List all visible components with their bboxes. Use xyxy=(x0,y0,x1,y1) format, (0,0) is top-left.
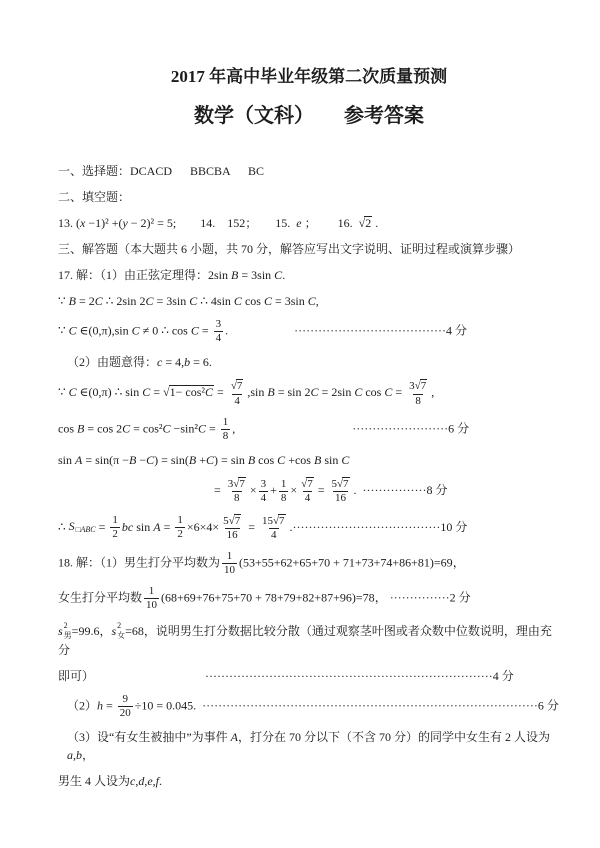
math-run: = xyxy=(245,519,258,534)
q18-part1-end-line xyxy=(58,667,560,685)
math-run: =68 xyxy=(125,623,144,638)
math-run: (53+55+62+65+70 + 71+73+74+86+81)=69 xyxy=(239,555,453,570)
math-run: a,b xyxy=(67,748,82,762)
q17-part2-sinb-line xyxy=(58,379,560,407)
math-run: × xyxy=(249,483,257,498)
q17-part1-result-line xyxy=(58,318,560,345)
math-run: h = xyxy=(97,698,116,713)
math-run: =99.6 xyxy=(71,623,100,638)
sqrt-radical: √7 xyxy=(233,478,245,491)
q17-part2-area-line xyxy=(58,514,560,542)
math-run: ×6×4× xyxy=(186,519,220,534)
fraction: $\frac{1}{8}$ xyxy=(222,415,229,442)
math-run: c = 4,b = 6. xyxy=(157,355,212,370)
text-run: . xyxy=(159,774,163,788)
fraction: $\frac{1}{10}$ xyxy=(146,585,158,612)
math-run: . xyxy=(353,483,357,498)
fraction: $\frac{1}{8}$ xyxy=(280,477,287,504)
text-run: （2）由题意得： xyxy=(67,355,158,370)
math-run: , xyxy=(431,385,435,400)
q17-part1-intro-line xyxy=(58,266,560,284)
math-run: ∴ xyxy=(58,519,69,534)
math-run: . xyxy=(225,323,229,338)
math-run: (68+69+76+75+70 + 78+79+82+87+96)=78 xyxy=(161,590,375,605)
sqrt-radical: √7 xyxy=(337,478,349,491)
sub-sup-term: S □ABC xyxy=(68,519,96,535)
fraction: $\frac{√7}{4}$ xyxy=(230,380,243,407)
fill-answers-line xyxy=(58,214,560,232)
text-run: . xyxy=(372,216,379,230)
q18-part3-setup-line xyxy=(58,728,560,764)
fraction: $\frac{3√7}{8}$ xyxy=(227,478,245,505)
q18-part1-variance-line xyxy=(58,621,560,659)
q18-part2-line xyxy=(58,693,560,720)
sqrt-radical: √7 xyxy=(228,514,241,527)
sqrt-radical: √7 xyxy=(414,380,427,393)
math-run: ,sin B = sin 2C = 2sin C cos C = xyxy=(247,385,406,400)
math-run: ÷10 = 0.045. xyxy=(134,698,197,713)
text-run: 14. 152； 15. xyxy=(176,216,297,230)
text-run: 17. 解：（1）由正弦定理得： xyxy=(58,268,209,282)
fraction: $\frac{5√7}{16}$ xyxy=(331,478,349,505)
math-run xyxy=(359,216,373,230)
page-title: 2017 年高中毕业年级第二次质量预测 xyxy=(170,67,448,86)
math-run: = xyxy=(317,483,328,498)
math-run: bc sin A = xyxy=(121,519,174,534)
fill-section-label-line xyxy=(58,188,560,206)
q18-part1-girls-mean-line xyxy=(58,585,560,612)
text-run: 13. xyxy=(58,216,76,230)
math-run: 2sin B = 3sin C. xyxy=(208,268,286,282)
text-run: ， xyxy=(452,555,465,570)
text-run: ················8 分 xyxy=(356,483,448,498)
text-run: ， xyxy=(99,623,112,638)
sub-sup-term: s 2 女 xyxy=(111,620,126,640)
choice-answers-line xyxy=(58,162,560,180)
math-run: c,d,e,f xyxy=(130,774,160,788)
math-run: ∵ C ∈(0,π) ∴ sin C = √1− cos²C = xyxy=(58,385,227,400)
text-run: ，打分在 70 分以下（不含 70 分）的同学中女生有 2 人设为 xyxy=(238,730,551,744)
q17-part2-given-line xyxy=(58,353,560,371)
math-run: sin A = sin(π −B −C) = sin(B +C) = sin B cos C +cos B sin C xyxy=(58,453,350,468)
math-run: cos B = cos 2C = cos²C −sin²C = xyxy=(58,421,219,436)
q17-part2-cosb-line xyxy=(58,416,560,443)
math-run: = xyxy=(214,483,224,498)
fraction: $\frac{3}{4}$ xyxy=(260,477,267,504)
fraction: $\frac{1}{10}$ xyxy=(224,549,236,577)
text-run: ········································································4 分 xyxy=(94,668,514,683)
solve-section-header-line xyxy=(58,240,560,258)
math-run: + xyxy=(270,483,277,498)
text-run: 二、填空题： xyxy=(58,190,131,204)
text-run: ； 16. xyxy=(301,216,359,230)
text-run: 女生打分平均数 xyxy=(58,590,143,605)
sqrt-radical: √1− cos²C xyxy=(163,385,214,400)
q17-part2-sina-line xyxy=(58,451,560,469)
text-run: ，说明男生打分数据比较分散（通过观察茎叶图或者众数中位数说明，理由充分 xyxy=(58,623,552,657)
sqrt-radical: √7 xyxy=(301,478,313,491)
sqrt-radical: √7 xyxy=(230,380,243,393)
q18-part1-boys-mean-line xyxy=(58,550,560,577)
math-run: . xyxy=(289,519,293,534)
fraction: $\frac{3√7}{8}$ xyxy=(409,380,427,407)
math-run: A xyxy=(230,730,238,744)
fraction: $\frac{9}{20}$ xyxy=(119,692,131,719)
text-run: 即可） xyxy=(58,668,95,683)
fraction: $\frac{√7}{4}$ xyxy=(301,478,313,505)
text-run: 三、解答题（本大题共 6 小题，共 70 分，解答应写出文字说明、证明过程或演算步骤） xyxy=(58,242,521,256)
math-run: (x −1)² +(y − 2)² = 5; xyxy=(76,216,177,230)
sqrt-radical: √7 xyxy=(272,514,285,527)
text-run: ， xyxy=(82,748,95,762)
answer-body xyxy=(58,162,560,790)
fraction: $\frac{1}{2}$ xyxy=(177,514,183,541)
text-run: ， ···············2 分 xyxy=(374,590,471,605)
text-run: （2） xyxy=(67,698,98,713)
text-run: ····················································································6 分 xyxy=(196,698,559,713)
math-run: = xyxy=(95,519,109,534)
text-run: ························6 分 xyxy=(235,421,470,436)
fraction: $\frac{1}{2}$ xyxy=(112,514,118,541)
q18-part3-boys-line xyxy=(58,772,560,790)
q17-part1-step-line xyxy=(58,292,560,310)
q17-part2-sina-calc-line xyxy=(58,477,560,505)
math-run: × xyxy=(290,483,298,498)
text-run: ······································4 分 xyxy=(228,323,468,338)
fraction: $\frac{3}{4}$ xyxy=(215,318,222,345)
text-run: 一、选择题：DCACD BBCBA BC xyxy=(58,164,265,178)
math-run: ∵ C ∈(0,π),sin C ≠ 0 ∴ cos C = xyxy=(58,323,212,338)
fraction: $\frac{15√7}{4}$ xyxy=(261,514,285,541)
text-run: ·····································10 分 xyxy=(292,519,468,534)
text-run: （3）设“有女生被抽中”为事件 xyxy=(67,730,231,744)
math-run: , xyxy=(232,421,236,436)
text-run: 男生 4 人设为 xyxy=(58,774,131,788)
math-run: ∵ B = 2C ∴ 2sin 2C = 3sin C ∴ 4sin C cos C = 3sin C, xyxy=(58,294,319,308)
math-run: e xyxy=(296,216,302,230)
page-subtitle: 数学（文科） 参考答案 xyxy=(194,105,424,127)
text-run: 18. 解：（1）男生打分平均数为 xyxy=(58,555,221,570)
fraction: $\frac{5√7}{16}$ xyxy=(223,514,241,541)
sqrt-radical: √2 xyxy=(358,216,372,230)
sub-sup-term: s 2 男 xyxy=(58,620,72,640)
